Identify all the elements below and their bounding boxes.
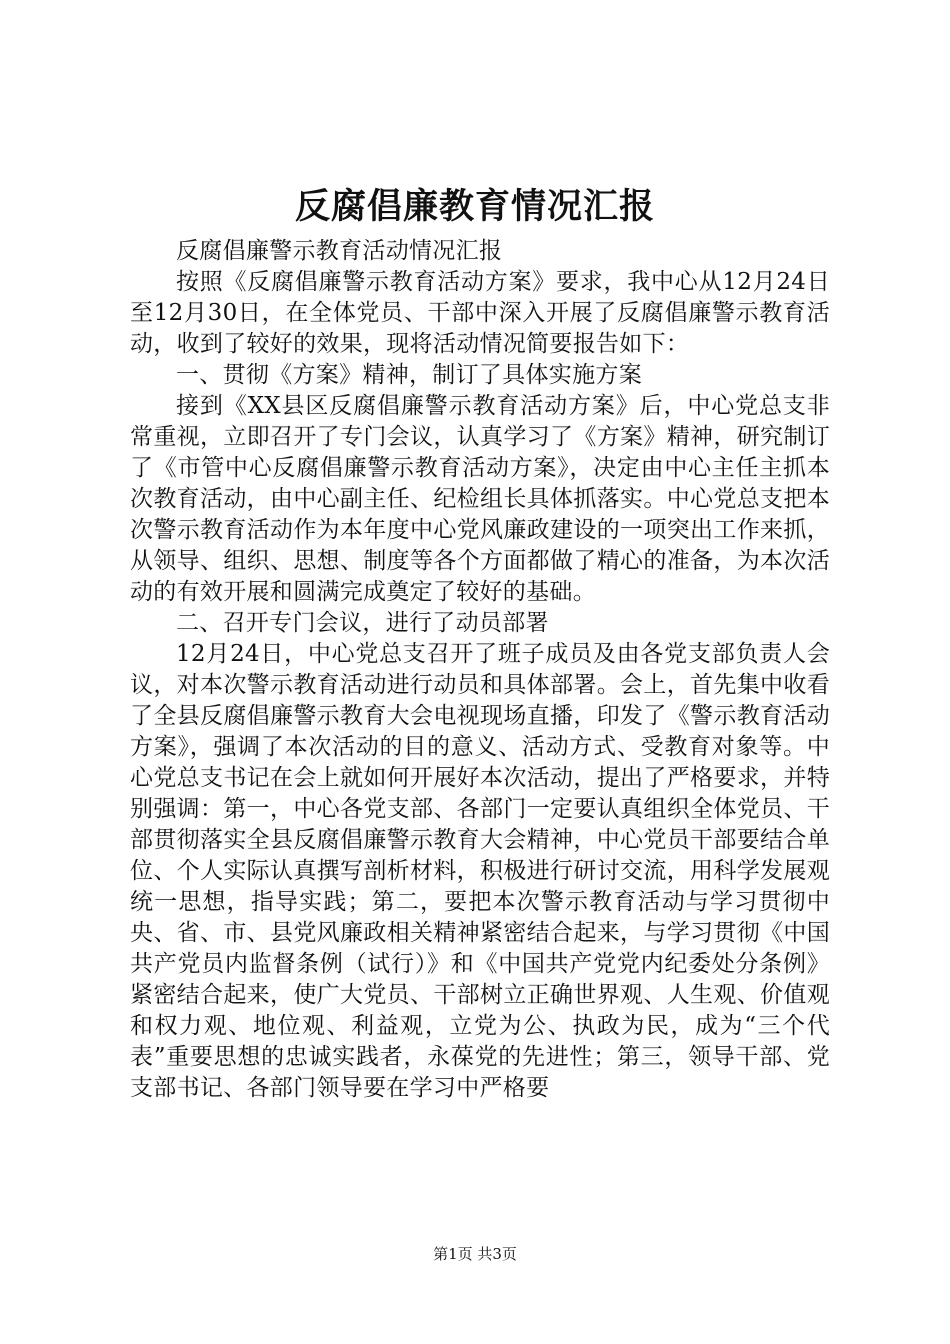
paragraph-section-2: 12月24日，中心党总支召开了班子成员及由各党支部负责人会议，对本次警示教育活动进行动员和具体部署。会上，首先集中收看了全县反腐倡廉警示教育大会电视现场直播，印发了《警示教育活动方案》，强调了本次活动的目的意义、活动方式、受教育对象等。中心党总支书记在会上就如何开展好本次活动，提出了严格要求，并特别强调：第一，中心各党支部、各部门一定要认真组织全体党员、干部贯彻落实全县反腐倡廉警示教育大会精神，中心党员干部要结合单位、个人实际认真撰写剖析材料，积极进行研讨交流，用科学发展观统一思想，指导实践；第二，要把本次警示教育活动与学习贯彻中央、省、市、县党风廉政相关精神紧密结合起来，与学习贯彻《中国共产党员内监督条例（试行）》和《中国共产党党内纪委处分条例》紧密结合起来，使广大党员、干部树立正确世界观、人生观、价值观和权力观、地位观、利益观，立党为公、执政为民，成为“三个代表”重要思想的忠诚实践者，永葆党的先进性；第三，领导干部、党支部书记、各部门领导要在学习中严格要 [130,641,830,1101]
section-heading-1: 一、贯彻《方案》精神，制订了具体实施方案 [176,362,642,388]
document-body [130,236,830,1104]
paragraph-section-1: 接到《XX县区反腐倡廉警示教育活动方案》后，中心党总支非常重视，立即召开了专门会议，认真学习了《方案》精神，研究制订了《市管中心反腐倡廉警示教育活动方案》，决定由中心主任主抓本次教育活动，由中心副主任、纪检组长具体抓落实。中心党总支把本次警示教育活动作为本年度中心党风廉政建设的一项突出工作来抓，从领导、组织、思想、制度等各个方面都做了精心的准备，为本次活动的有效开展和圆满完成奠定了较好的基础。 [130,393,830,605]
paragraph-intro: 按照《反腐倡廉警示教育活动方案》要求，我中心从12月24日至12月30日，在全体党员、干部中深入开展了反腐倡廉警示教育活动，收到了较好的效果，现将活动情况简要报告如下： [130,269,830,357]
document-title: 反腐倡廉教育情况汇报 [294,186,655,227]
paragraph-subtitle: 反腐倡廉警示教育活动情况汇报 [176,238,503,264]
page-footer: 第1页 共3页 [433,1245,517,1263]
section-heading-2: 二、召开专门会议，进行了动员部署 [176,610,549,636]
